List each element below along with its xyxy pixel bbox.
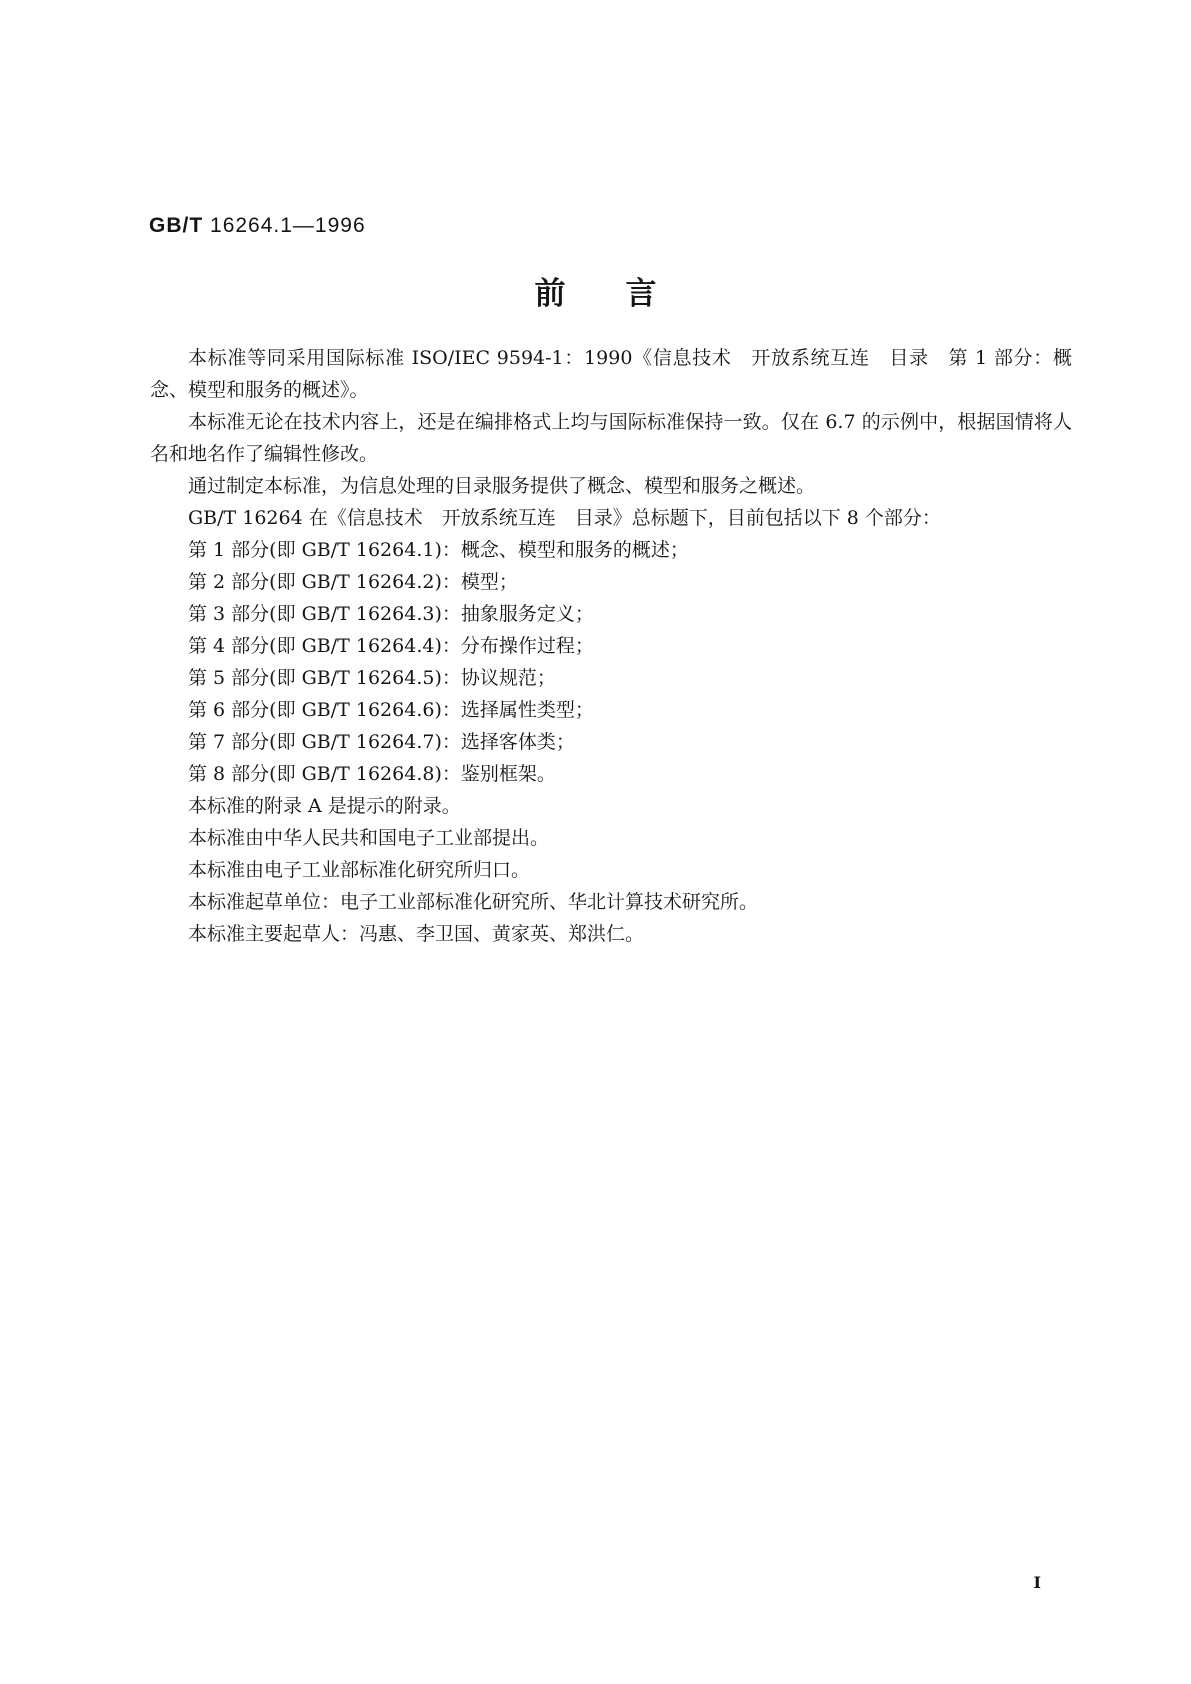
document-prefix: GB/T bbox=[149, 214, 204, 237]
document-id bbox=[149, 214, 366, 238]
paragraph-adoption: 本标准等同采用国际标准 ISO/IEC 9594-1：1990《信息技术 开放系统互连 目录 第 1 部分：概念、模型和服务的概述》。 bbox=[150, 347, 1072, 401]
list-item-part-1: 第 1 部分(即 GB/T 16264.1)：概念、模型和服务的概述； bbox=[188, 539, 689, 561]
page-title: 前言 bbox=[534, 276, 717, 312]
list-item-part-5: 第 5 部分(即 GB/T 16264.5)：协议规范； bbox=[188, 667, 556, 689]
paragraph-drafters: 本标准主要起草人：冯惠、李卫国、黄家英、郑洪仁。 bbox=[188, 923, 645, 945]
page-number: I bbox=[1033, 1573, 1041, 1592]
list-item-part-4: 第 4 部分(即 GB/T 16264.4)：分布操作过程； bbox=[188, 635, 594, 657]
paragraph-drafting-units: 本标准起草单位：电子工业部标准化研究所、华北计算技术研究所。 bbox=[188, 891, 759, 913]
list-item-part-7: 第 7 部分(即 GB/T 16264.7)：选择客体类； bbox=[188, 731, 575, 753]
paragraph-proposer: 本标准由中华人民共和国电子工业部提出。 bbox=[188, 827, 550, 849]
list-item-part-8: 第 8 部分(即 GB/T 16264.8)：鉴别框架。 bbox=[188, 763, 556, 785]
paragraph-purpose: 通过制定本标准，为信息处理的目录服务提供了概念、模型和服务之概述。 bbox=[188, 475, 816, 497]
paragraph-appendix: 本标准的附录 A 是提示的附录。 bbox=[188, 795, 461, 817]
paragraph-administrator: 本标准由电子工业部标准化研究所归口。 bbox=[188, 859, 531, 881]
list-item-part-6: 第 6 部分(即 GB/T 16264.6)：选择属性类型； bbox=[188, 699, 594, 721]
list-item-part-2: 第 2 部分(即 GB/T 16264.2)：模型； bbox=[188, 571, 518, 593]
foreword-body bbox=[150, 342, 1072, 950]
paragraph-consistency: 本标准无论在技术内容上，还是在编排格式上均与国际标准保持一致。仅在 6.7 的示例中，根据国情将人名和地名作了编辑性修改。 bbox=[150, 411, 1072, 465]
paragraph-parts-intro: GB/T 16264 在《信息技术 开放系统互连 目录》总标题下，目前包括以下 8 个部分： bbox=[188, 507, 941, 529]
document-number: 16264.1—1996 bbox=[210, 214, 366, 237]
list-item-part-3: 第 3 部分(即 GB/T 16264.3)：抽象服务定义； bbox=[188, 603, 594, 625]
